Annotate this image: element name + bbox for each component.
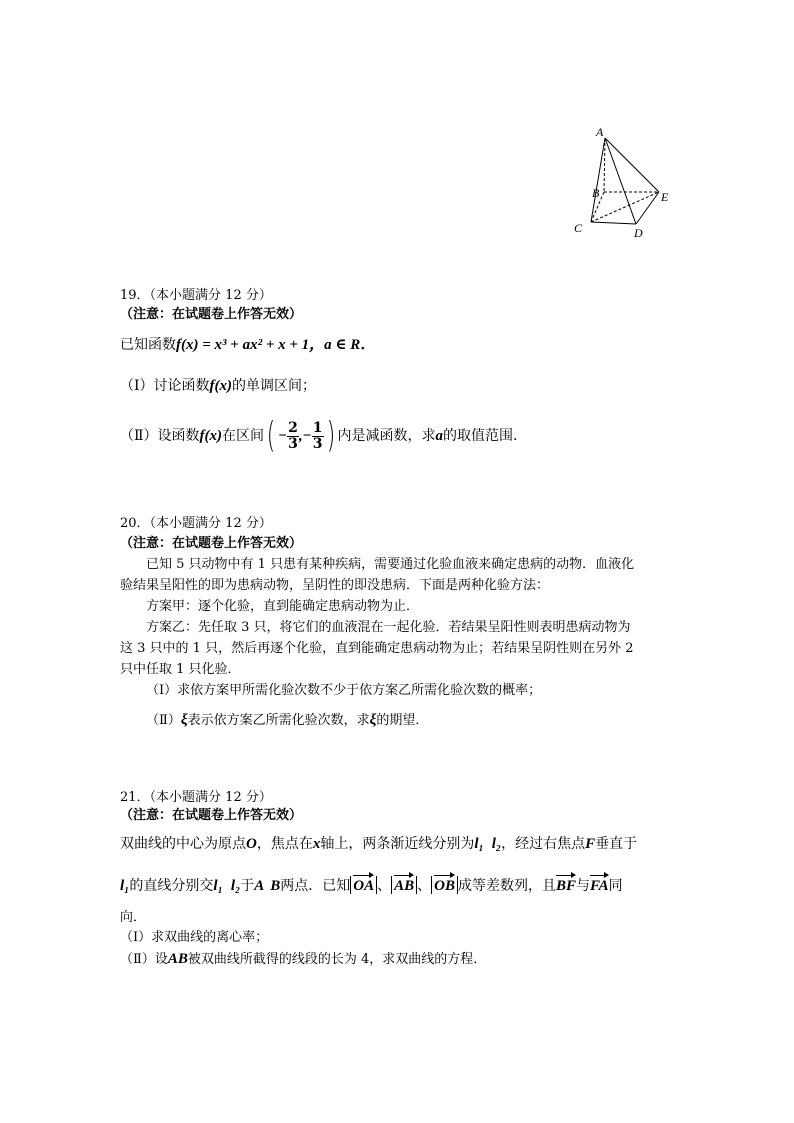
q19-part1-f: f(x) [209, 378, 233, 394]
q19-part2 [120, 416, 527, 456]
label-a: A [596, 125, 604, 139]
q19-part1-b: 的单调区间； [232, 378, 317, 394]
label-c: C [574, 221, 583, 235]
q19-domain: a ∈ R． [324, 337, 376, 353]
q21-header: 21．（本小题满分 12 分） [120, 790, 272, 805]
label-d: D [634, 226, 643, 240]
q20-line5: 这 3 只中的 1 只，然后再逐个化验，直到能确定患病动物为止；若结果呈阴性则在另外 2 [120, 641, 634, 656]
comma-minus: ,− [298, 428, 312, 444]
q20-line2: 验结果呈阳性的即为患病动物，呈阴性的即没患病．下面是两种化验方法： [120, 578, 550, 593]
q21-part2: （Ⅱ）设AB被双曲线所截得的线段的长为 4，求双曲线的方程． [120, 951, 487, 967]
q19-part2-b: 在区间 [222, 428, 265, 444]
q19-part1 [120, 378, 316, 394]
q21-note: （注意：在试题卷上作答无效） [120, 808, 303, 823]
q19-stem-text: 已知函数 [120, 337, 176, 353]
q21-part1: （Ⅰ）求双曲线的离心率； [120, 930, 269, 945]
q20-line1: 已知 5 只动物中有 1 只患有某种疾病，需要通过化验血液来确定患病的动物．血液化 [146, 557, 635, 572]
vector-ab: AB [394, 878, 415, 894]
q19-part2-c: 内是减函数，求 [337, 428, 436, 444]
label-e: E [661, 190, 669, 204]
q20-line4: 方案乙：先任取 3 只，将它们的血液混在一起化验．若结果呈阳性则表明患病动物为 [146, 620, 631, 635]
fraction-one-third: $\frac{1}{3}$ [312, 419, 323, 452]
q21-line2: l₁的直线分别交l₁ l₂于A B两点．已知 OA 、 AB 、 OB 成等差数列，且BF与FA同 [120, 878, 623, 894]
xi-symbol: ξ [180, 712, 188, 728]
xi-symbol-2: ξ [369, 712, 377, 728]
q19-function: f(x) = x³ + ax² + x + 1， [176, 337, 325, 353]
q20-line6: 只中任取 1 只化验． [120, 662, 241, 677]
q20-note: （注意：在试题卷上作答无效） [120, 536, 303, 551]
vector-oa: OA [353, 878, 375, 894]
minus-sign: − [278, 428, 288, 444]
vector-ob: OB [434, 878, 455, 894]
label-b: B [592, 186, 600, 200]
pyramid-figure [566, 122, 686, 242]
q19-part2-d: 的取值范围． [443, 428, 528, 444]
vector-fa: FA [589, 878, 609, 894]
q20-line3: 方案甲：逐个化验，直到能确定患病动物为止． [146, 599, 420, 614]
q20-part2: （Ⅱ）ξ表示依方案乙所需化验次数，求ξ的期望． [146, 712, 429, 728]
q21-line3: 向． [120, 910, 147, 925]
q20-header: 20．（本小题满分 12 分） [120, 516, 272, 531]
q19-part2-var: a [435, 428, 444, 444]
q19-stem [120, 337, 375, 353]
q19-part1-a: （Ⅰ）讨论函数 [120, 378, 210, 394]
q19-part2-a: （Ⅱ）设函数 [120, 428, 200, 444]
q21-line1: 双曲线的中心为原点O，焦点在x轴上，两条渐近线分别为l₁ l₂，经过右焦点F垂直于 [120, 836, 638, 852]
right-paren: ) [326, 415, 335, 456]
q19-part2-f: f(x) [199, 428, 223, 444]
q20-part1: （Ⅰ）求依方案甲所需化验次数不少于依方案乙所需化验次数的概率； [146, 683, 542, 698]
vector-bf: BF [555, 878, 576, 894]
left-paren: ( [266, 415, 276, 456]
q19-header: 19．（本小题满分 12 分） [120, 288, 272, 303]
fraction-two-thirds: $\frac{2}{3}$ [288, 419, 298, 452]
q19-note: （注意：在试题卷上作答无效） [120, 307, 303, 322]
